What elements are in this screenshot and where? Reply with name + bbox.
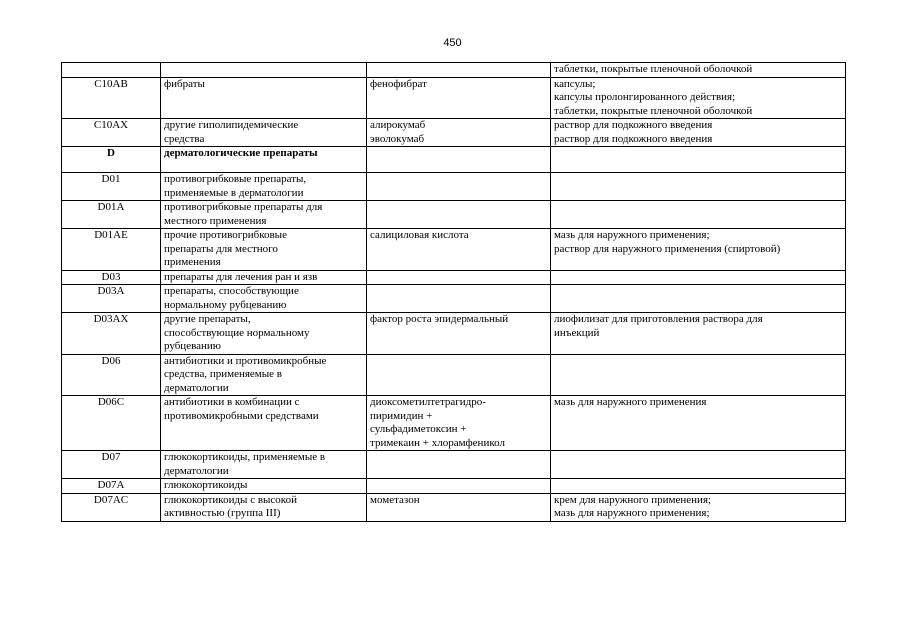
drug-name-cell	[367, 354, 551, 396]
atc-drug-table	[61, 62, 846, 522]
table-row	[62, 63, 846, 78]
cell-text-line: капсулы;	[554, 77, 596, 90]
atc-code-cell: D	[62, 147, 161, 173]
cell-text-line: местного применения	[164, 214, 267, 227]
drug-name-cell	[367, 396, 551, 451]
table-row	[62, 285, 846, 313]
cell-text-line: рубцеванию	[164, 340, 221, 352]
cell-text-line: фактор роста эпидермальный	[370, 313, 509, 325]
dosage-form-cell	[551, 173, 846, 201]
cell-text-line: противогрибковые препараты для	[164, 201, 323, 213]
atc-code-cell: D06	[62, 354, 161, 396]
cell-text-line: мазь для наружного применения	[554, 396, 707, 408]
table-row	[62, 173, 846, 201]
drug-name-cell	[367, 63, 551, 78]
table-row	[62, 354, 846, 396]
atc-code-cell: D07	[62, 451, 161, 479]
atc-code-cell: C10AX	[62, 119, 161, 147]
dosage-form-cell	[551, 285, 846, 313]
cell-text-line: применения	[164, 256, 221, 268]
drug-name-cell	[367, 270, 551, 285]
cell-text-line: глюкокортикоиды	[164, 479, 248, 491]
atc-code-cell: D07AC	[62, 493, 161, 521]
table-row	[62, 77, 846, 119]
cell-text-line: глюкокортикоиды, применяемые в	[164, 451, 326, 463]
cell-text-line: препараты для местного	[164, 242, 278, 255]
dosage-form-cell	[551, 77, 846, 119]
cell-text-line: лиофилизат для приготовления раствора для	[554, 313, 763, 325]
cell-text-line: дерматологии	[164, 381, 229, 394]
dosage-form-cell	[551, 201, 846, 229]
cell-text-line: противогрибковые препараты,	[164, 173, 307, 185]
dosage-form-cell	[551, 119, 846, 147]
cell-text-line: крем для наружного применения;	[554, 493, 712, 506]
cell-text-line: тримекаин + хлорамфеникол	[370, 436, 505, 449]
cell-text-line: глюкокортикоиды с высокой	[164, 493, 297, 506]
group-name-cell	[161, 354, 367, 396]
group-name-cell	[161, 396, 367, 451]
cell-text-line: алирокумаб	[370, 119, 426, 131]
table-row	[62, 229, 846, 271]
group-name-cell	[161, 147, 367, 173]
dosage-form-cell	[551, 493, 846, 521]
group-name-cell	[161, 77, 367, 119]
dosage-form-cell	[551, 229, 846, 271]
cell-text-line: препараты для лечения ран и язв	[164, 270, 318, 283]
cell-text-line: антибиотики и противомикробные	[164, 354, 327, 367]
group-name-cell	[161, 285, 367, 313]
drug-name-cell	[367, 451, 551, 479]
cell-text-line: дерматологические препараты	[164, 147, 318, 159]
group-name-cell	[161, 201, 367, 229]
drug-name-cell	[367, 479, 551, 494]
atc-code-cell: D03A	[62, 285, 161, 313]
table-row	[62, 201, 846, 229]
group-name-cell	[161, 493, 367, 521]
atc-code-cell	[62, 63, 161, 78]
group-name-cell	[161, 270, 367, 285]
cell-text-line: фенофибрат	[370, 77, 427, 90]
cell-text-line: нормальному рубцеванию	[164, 298, 287, 311]
cell-text-line: прочие противогрибковые	[164, 229, 287, 241]
cell-text-line: мазь для наружного применения;	[554, 229, 710, 241]
drug-name-cell	[367, 313, 551, 355]
drug-name-cell	[367, 285, 551, 313]
cell-text-line: средства	[164, 132, 205, 145]
cell-text-line: пиримидин +	[370, 409, 433, 422]
cell-text-line: салициловая кислота	[370, 229, 469, 241]
cell-text-line: препараты, способствующие	[164, 285, 299, 297]
cell-text-line: применяемые в дерматологии	[164, 186, 304, 199]
table-row	[62, 479, 846, 494]
atc-code-cell: D06C	[62, 396, 161, 451]
cell-text-line: дерматологии	[164, 464, 229, 477]
atc-code-cell: C10AB	[62, 77, 161, 119]
atc-code-cell: D01	[62, 173, 161, 201]
cell-text-line: таблетки, покрытые пленочной оболочкой	[554, 63, 753, 75]
drug-name-cell	[367, 201, 551, 229]
table-row	[62, 396, 846, 451]
dosage-form-cell	[551, 313, 846, 355]
dosage-form-cell	[551, 396, 846, 451]
table-row	[62, 270, 846, 285]
cell-text-line: другие препараты,	[164, 313, 251, 325]
dosage-form-cell	[551, 479, 846, 494]
cell-text-line: фибраты	[164, 77, 205, 90]
cell-text-line: диоксометилтетрагидро-	[370, 396, 486, 408]
cell-text-line: раствор для подкожного введения	[554, 119, 713, 131]
page-number: 450	[443, 37, 462, 49]
table-row	[62, 119, 846, 147]
cell-text-line: таблетки, покрытые пленочной оболочкой	[554, 104, 753, 117]
table-row	[62, 313, 846, 355]
cell-text-line: раствор для наружного применения (спиртовой)	[554, 242, 781, 255]
drug-name-cell	[367, 147, 551, 173]
dosage-form-cell	[551, 354, 846, 396]
atc-code-cell: D01AE	[62, 229, 161, 271]
cell-text-line: активностью (группа III)	[164, 507, 281, 519]
cell-text-line: антибиотики в комбинации с	[164, 396, 300, 408]
drug-name-cell	[367, 229, 551, 271]
drug-name-cell	[367, 173, 551, 201]
atc-code-cell: D03	[62, 270, 161, 285]
cell-text-line: раствор для подкожного введения	[554, 132, 713, 145]
group-name-cell	[161, 173, 367, 201]
dosage-form-cell	[551, 270, 846, 285]
group-name-cell	[161, 119, 367, 147]
cell-text-line: инъекций	[554, 326, 600, 339]
atc-code-cell: D03AX	[62, 313, 161, 355]
drug-name-cell	[367, 77, 551, 119]
cell-text-line: эволокумаб	[370, 132, 425, 145]
table-row	[62, 147, 846, 173]
group-name-cell	[161, 229, 367, 271]
cell-text-line: мометазон	[370, 493, 420, 506]
cell-text-line: средства, применяемые в	[164, 368, 282, 380]
dosage-form-cell	[551, 147, 846, 173]
table-row	[62, 493, 846, 521]
cell-text-line: другие гиполипидемические	[164, 119, 299, 131]
group-name-cell	[161, 479, 367, 494]
cell-text-line: мазь для наружного применения;	[554, 507, 710, 519]
cell-text-line: капсулы пролонгированного действия;	[554, 91, 736, 103]
group-name-cell	[161, 451, 367, 479]
table-row	[62, 451, 846, 479]
dosage-form-cell	[551, 451, 846, 479]
group-name-cell	[161, 63, 367, 78]
atc-code-cell: D01A	[62, 201, 161, 229]
cell-text-line: сульфадиметоксин +	[370, 423, 467, 435]
atc-code-cell: D07A	[62, 479, 161, 494]
cell-text-line: противомикробными средствами	[164, 409, 319, 422]
drug-name-cell	[367, 119, 551, 147]
drug-name-cell	[367, 493, 551, 521]
cell-text-line: способствующие нормальному	[164, 326, 310, 339]
dosage-form-cell	[551, 63, 846, 78]
group-name-cell	[161, 313, 367, 355]
